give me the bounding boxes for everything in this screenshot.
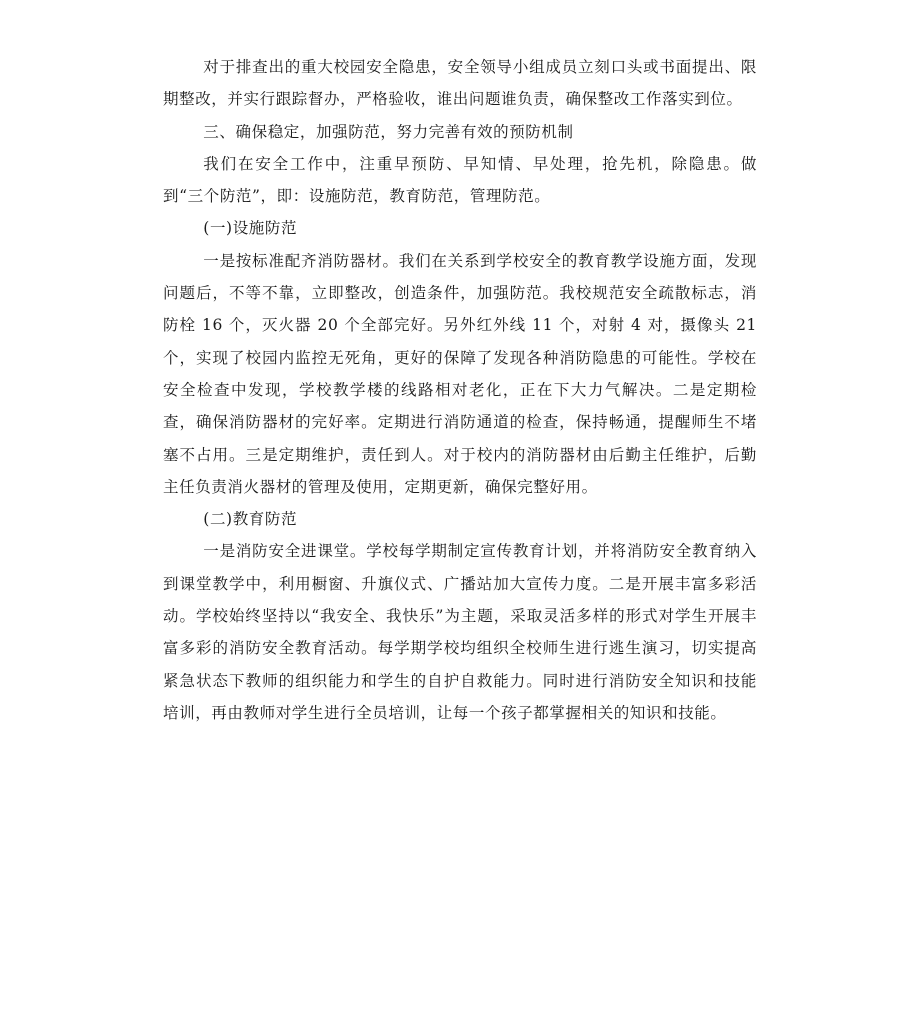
document-body (163, 51, 757, 729)
subheading-facility-prevention: (一)设施防范 (203, 219, 298, 238)
paragraph-facility-prevention: 一是按标准配齐消防器材。我们在关系到学校安全的教育教学设施方面，发现问题后，不等不靠，立即整改，创造条件，加强防范。我校规范安全疏散标志，消防栓 16 个，灭火器 20 个全部完好。另外红外线 11 个，对射 4 对，摄像头 21 个，实现了校园内监控无死角，更好的保障了发现各种消防隐患的可能性。学校在安全检查中发现，学校教学楼的线路相对老化，正在下大力气解决。二是定期检查，确保消防器材的完好率。定期进行消防通道的检查，保持畅通，提醒师生不堵塞不占用。三是定期维护，责任到人。对于校内的消防器材由后勤主任维护，后勤主任负责消火器材的管理及使用，定期更新，确保完整好用。 (163, 251, 757, 496)
paragraph-three-preventions: 我们在安全工作中，注重早预防、早知情、早处理，抢先机，除隐患。做到“三个防范”，即：设施防范，教育防范，管理防范。 (163, 154, 757, 206)
paragraph-rectification: 对于排查出的重大校园安全隐患，安全领导小组成员立刻口头或书面提出、限期整改，并实行跟踪督办，严格验收，谁出问题谁负责，确保整改工作落实到位。 (163, 58, 757, 109)
section-heading-prevention: 三、确保稳定，加强防范，努力完善有效的预防机制 (203, 122, 574, 141)
subheading-education-prevention: (二)教育防范 (203, 510, 298, 529)
paragraph-education-prevention: 一是消防安全进课堂。学校每学期制定宣传教育计划，并将消防安全教育纳入到课堂教学中，利用橱窗、升旗仪式、广播站加大宣传力度。二是开展丰富多彩活动。学校始终坚持以“我安全、我快乐”为主题，采取灵活多样的形式对学生开展丰富多彩的消防安全教育活动。每学期学校均组织全校师生进行逃生演习，切实提高紧急状态下教师的组织能力和学生的自护自救能力。同时进行消防安全知识和技能培训，再由教师对学生进行全员培训，让每一个孩子都掌握相关的知识和技能。 (163, 542, 757, 722)
